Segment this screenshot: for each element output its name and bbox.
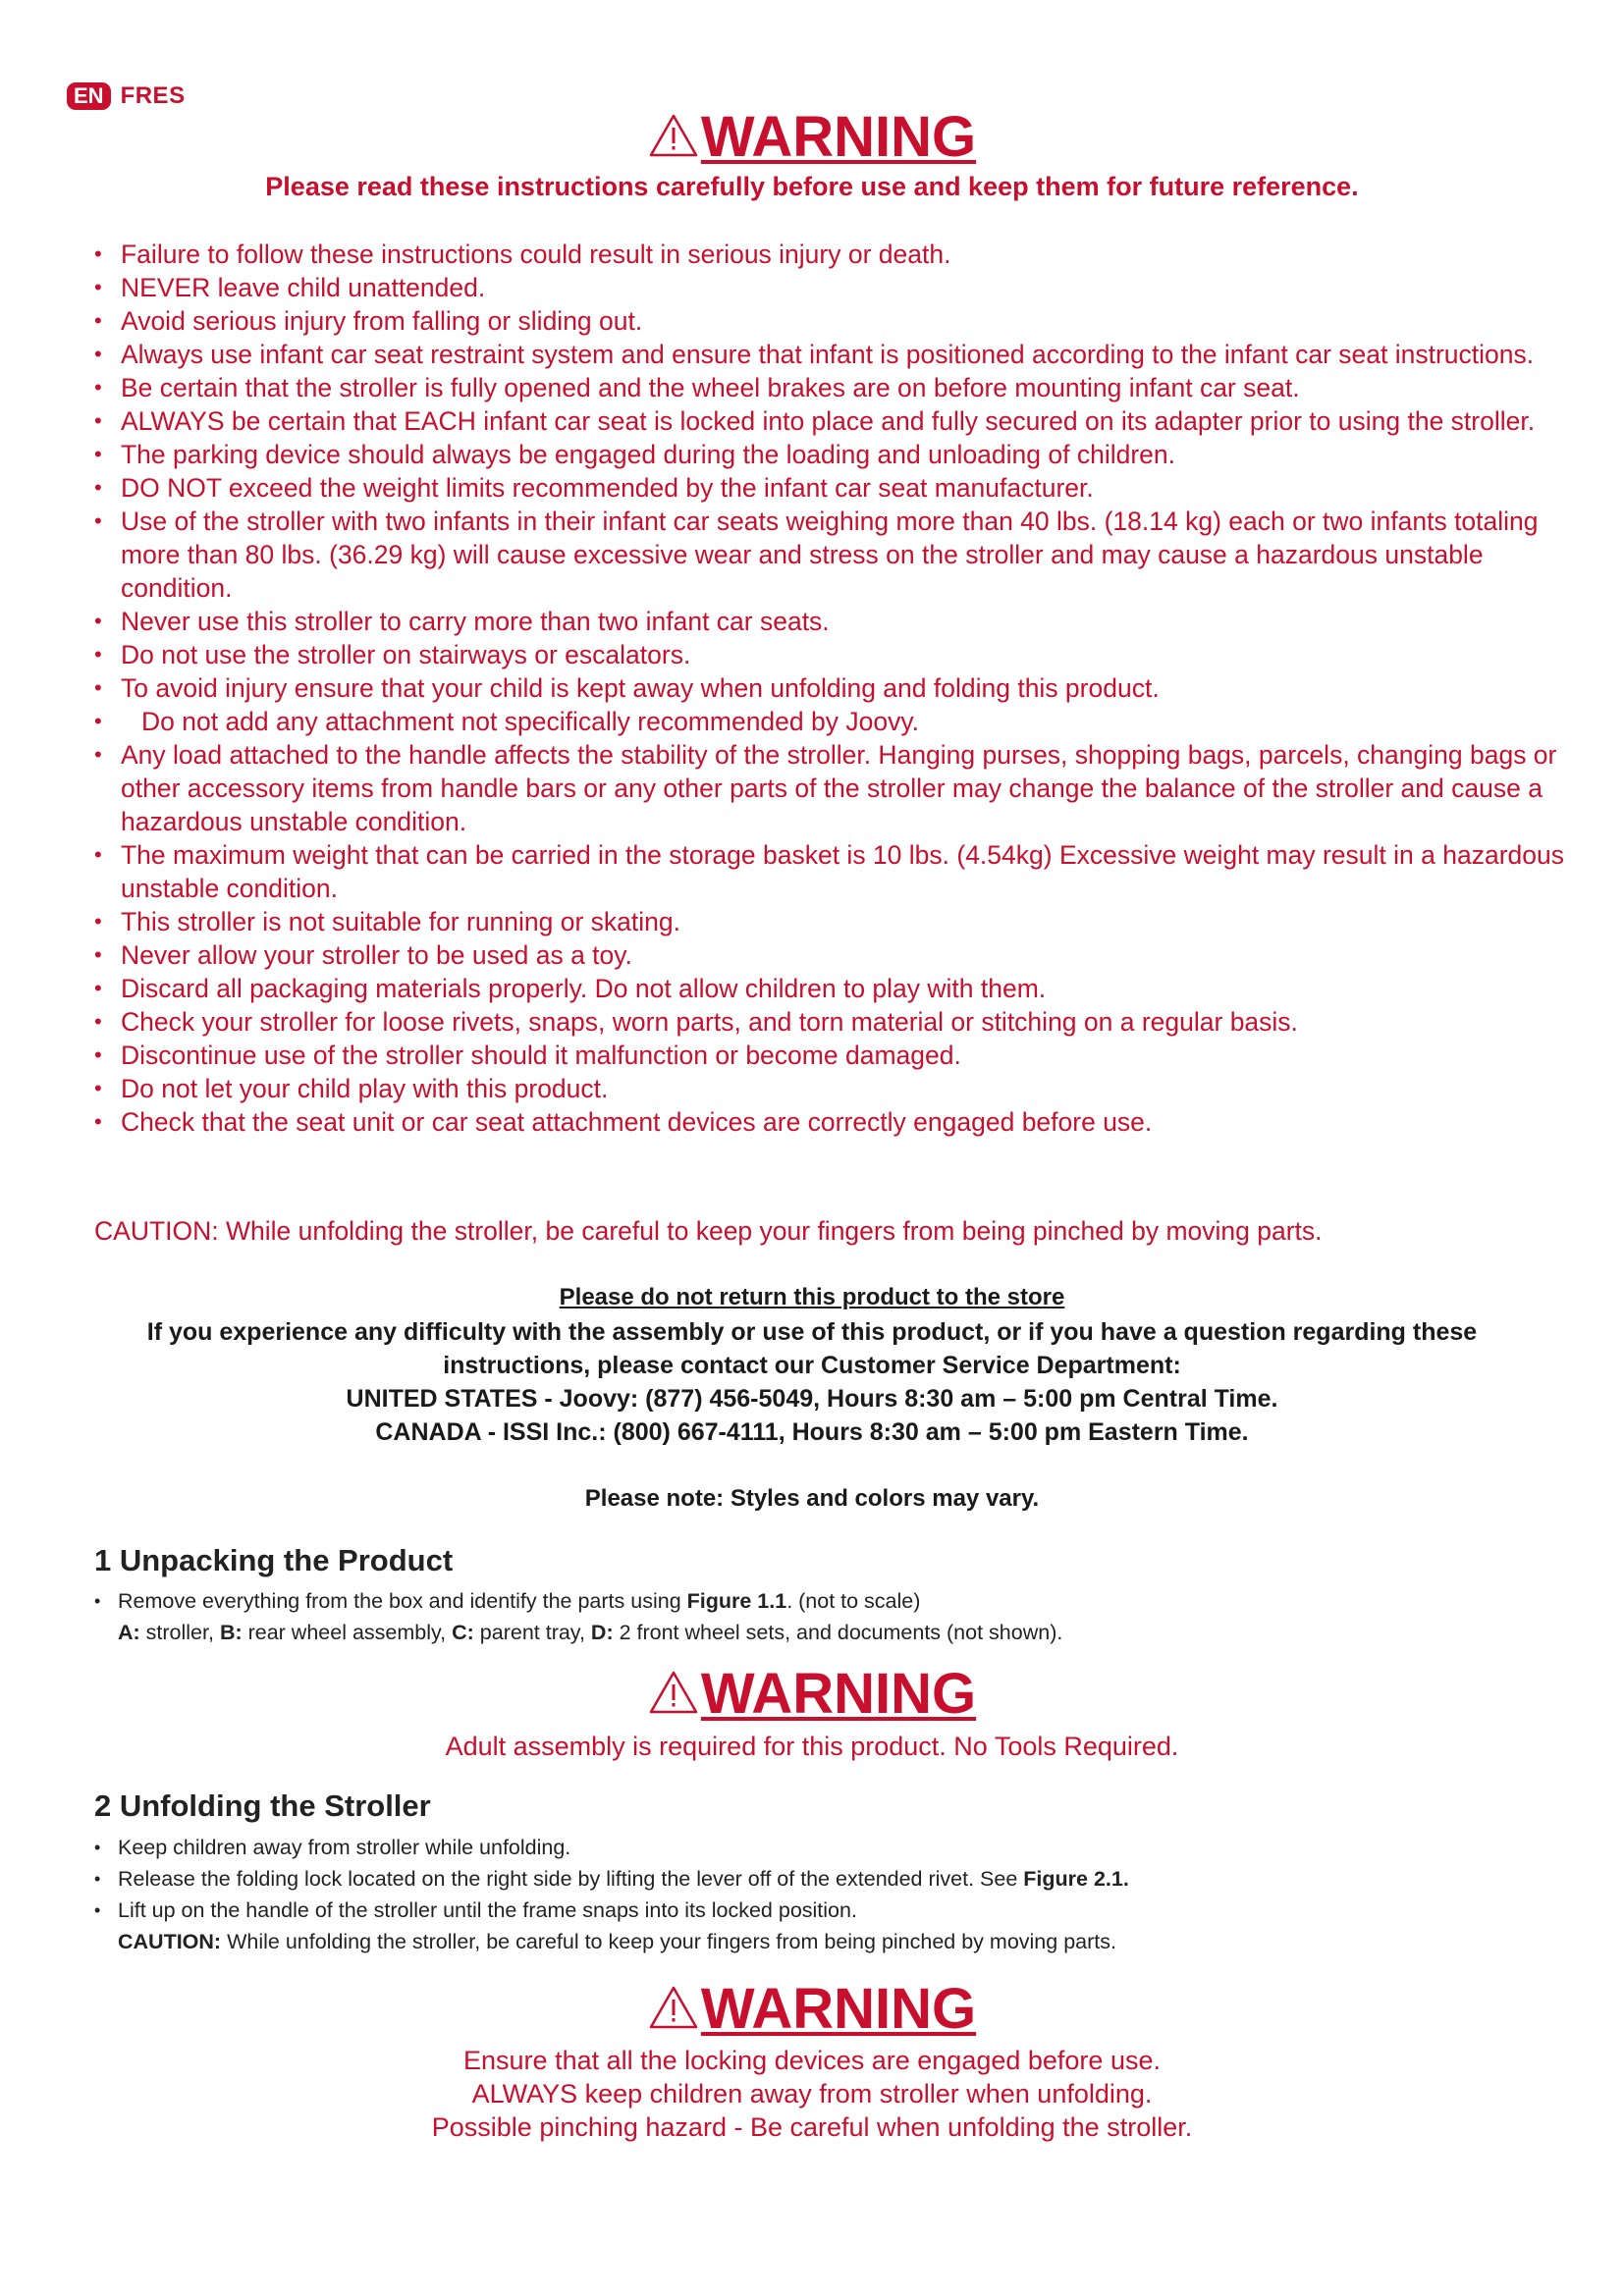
- section-2-heading: 2 Unfolding the Stroller: [94, 1789, 431, 1823]
- part-text: parent tray,: [473, 1621, 591, 1644]
- unfolding-warning-line: Ensure that all the locking devices are engaged before use.: [463, 2046, 1161, 2075]
- caution-label: CAUTION:: [118, 1930, 222, 1953]
- warning-bullet: • Check your stroller for loose rivets, snaps, worn parts, and torn material or stitching on a regular basis.: [94, 1005, 1567, 1039]
- caution-main: CAUTION: While unfolding the stroller, be careful to keep your fingers from being pinched by moving parts.: [94, 1216, 1323, 1246]
- warning-word: WARNING: [700, 105, 977, 169]
- section-2-item: • Lift up on the handle of the stroller until the frame snaps into its locked position.: [94, 1895, 1547, 1926]
- section-1-item: [94, 1585, 1547, 1617]
- section-2-item: [94, 1863, 1547, 1895]
- unfolding-warning-line: Possible pinching hazard - Be careful when unfolding the stroller.: [431, 2112, 1193, 2142]
- warning-bullet: • Any load attached to the handle affects the stability of the stroller. Hanging purses, shopping bags, parcels, changing bags or other accessory items from handle bars or any other parts of the stroller may change the balance of the stroller and cause a hazardous unstable condition.: [94, 738, 1567, 838]
- section-2-list: [94, 1832, 1547, 1957]
- warning-bullet: • Check that the seat unit or car seat attachment devices are correctly engaged before use.: [94, 1105, 1567, 1139]
- caution-text: While unfolding the stroller, be careful to keep your fingers from being pinched by moving parts.: [221, 1930, 1116, 1953]
- warning-bullet: • Be certain that the stroller is fully opened and the wheel brakes are on before mounting infant car seat.: [94, 371, 1567, 404]
- section-1-heading: 1 Unpacking the Product: [94, 1543, 454, 1577]
- language-options[interactable]: FRES: [120, 82, 186, 109]
- warning-bullet: • DO NOT exceed the weight limits recommended by the infant car seat manufacturer.: [94, 471, 1567, 505]
- warning-title-unfolding: [0, 1978, 1624, 2041]
- warning-bullet: • NEVER leave child unattended.: [94, 271, 1567, 304]
- warning-bullet: • The maximum weight that can be carried in the storage basket is 10 lbs. (4.54kg) Excessive weight may result in a hazardous unstable condition.: [94, 838, 1567, 905]
- styles-note: Please note: Styles and colors may vary.: [584, 1485, 1040, 1512]
- section-1-item-tail: . (not to scale): [786, 1589, 921, 1613]
- unfolding-warning-line: ALWAYS keep children away from stroller when unfolding.: [471, 2079, 1153, 2109]
- unfolding-warning-text: [0, 2044, 1624, 2144]
- warning-bullet-list: [94, 238, 1567, 1139]
- parts-list: [94, 1617, 1547, 1648]
- warning-bullet: • Use of the stroller with two infants in their infant car seats weighing more than 40 lbs. (18.14 kg) each or two infants totaling more than 80 lbs. (36.29 kg) will cause excessive wear and stress on the stroller and may cause a hazardous unstable condition.: [94, 505, 1567, 605]
- part-text: stroller,: [139, 1621, 220, 1644]
- section-2-item-text: Release the folding lock located on the right side by lifting the lever off of the extended rivet. See: [118, 1867, 1024, 1891]
- warning-bullet: • This stroller is not suitable for running or skating.: [94, 905, 1567, 938]
- warning-triangle-icon: [648, 1670, 699, 1715]
- section-1-item-text: Remove everything from the box and identify the parts using: [118, 1589, 687, 1613]
- warning-bullet: • ALWAYS be certain that EACH infant car seat is locked into place and fully secured on its adapter prior to using the stroller.: [94, 404, 1567, 438]
- warning-bullet: • Do not let your child play with this product.: [94, 1072, 1567, 1105]
- section-2-item: • Keep children away from stroller while unfolding.: [94, 1832, 1547, 1863]
- warning-title-assembly: [0, 1663, 1624, 1726]
- warning-bullet: • The parking device should always be engaged during the loading and unloading of children.: [94, 438, 1567, 471]
- section-2-item-tail: .: [1122, 1867, 1129, 1891]
- warning-bullet: • Never use this stroller to carry more than two infant car seats.: [94, 605, 1567, 638]
- contact-us: UNITED STATES - Joovy: (877) 456-5049, Hours 8:30 am – 5:00 pm Central Time.: [346, 1385, 1278, 1413]
- warning-word: WARNING: [700, 1662, 977, 1726]
- warning-bullet: • Discontinue use of the stroller should it malfunction or become damaged.: [94, 1039, 1567, 1072]
- warning-bullet: • Always use infant car seat restraint system and ensure that infant is positioned according to the infant car seat instructions.: [94, 338, 1567, 371]
- part-key: D:: [590, 1621, 614, 1644]
- warning-word: WARNING: [700, 1977, 977, 2041]
- contact-body: [0, 1315, 1624, 1449]
- warning-bullet: • Never allow your stroller to be used as a toy.: [94, 938, 1567, 972]
- warning-bullet: • Do not use the stroller on stairways or escalators.: [94, 638, 1567, 671]
- language-badge-en[interactable]: EN: [67, 82, 111, 110]
- intro-instruction: Please read these instructions carefully before use and keep them for future reference.: [265, 172, 1359, 201]
- warning-bullet: • Avoid serious injury from falling or sliding out.: [94, 304, 1567, 338]
- warning-bullet: • Failure to follow these instructions could result in serious injury or death.: [94, 238, 1567, 271]
- figure-reference: Figure 1.1: [686, 1589, 787, 1613]
- contact-line-2: instructions, please contact our Customer Service Department:: [443, 1352, 1181, 1379]
- assembly-warning-text: Adult assembly is required for this product. No Tools Required.: [445, 1732, 1179, 1761]
- figure-reference: Figure 2.1: [1023, 1867, 1123, 1891]
- warning-bullet: • Discard all packaging materials properly. Do not allow children to play with them.: [94, 972, 1567, 1005]
- contact-title: Please do not return this product to the store: [559, 1284, 1065, 1310]
- part-key: C:: [452, 1621, 474, 1644]
- part-key: B:: [219, 1621, 243, 1644]
- part-key: A:: [118, 1621, 140, 1644]
- part-text: rear wheel assembly,: [242, 1621, 453, 1644]
- warning-title-main: [0, 106, 1624, 169]
- part-text: 2 front wheel sets, and documents (not shown).: [613, 1621, 1063, 1644]
- warning-bullet: • To avoid injury ensure that your child is kept away when unfolding and folding this product.: [94, 671, 1567, 705]
- warning-triangle-icon: [648, 113, 699, 158]
- warning-triangle-icon: [648, 1985, 699, 2030]
- section-2-caution: [94, 1926, 1547, 1957]
- section-1-list: [94, 1585, 1547, 1648]
- warning-bullet: • Do not add any attachment not specifically recommended by Joovy.: [94, 705, 1567, 738]
- contact-canada: CANADA - ISSI Inc.: (800) 667-4111, Hours 8:30 am – 5:00 pm Eastern Time.: [375, 1418, 1249, 1446]
- contact-line-1: If you experience any difficulty with the assembly or use of this product, or if you have a question regarding these: [146, 1318, 1478, 1346]
